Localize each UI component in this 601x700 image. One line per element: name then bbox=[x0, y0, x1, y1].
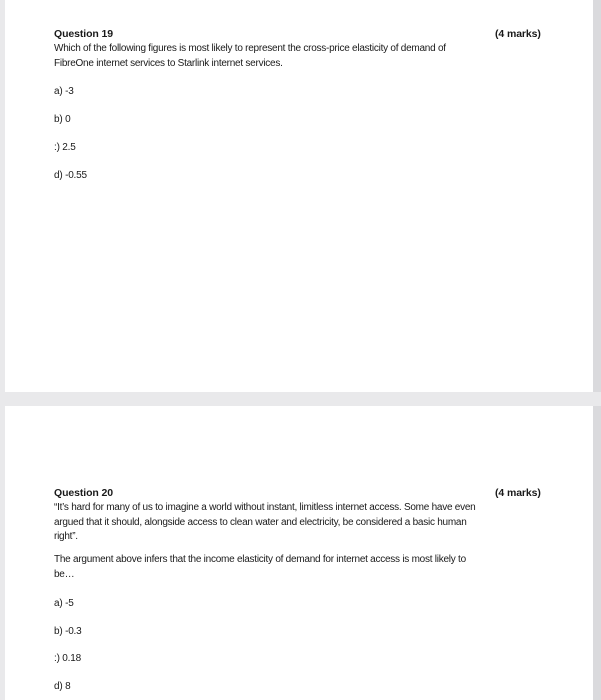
document-page-2 bbox=[5, 406, 593, 700]
question-20-option-d: d) 8 bbox=[54, 681, 71, 692]
question-19-option-b: b) 0 bbox=[54, 114, 71, 125]
question-19-marks: (4 marks) bbox=[495, 28, 541, 40]
page-edge bbox=[593, 406, 601, 700]
question-20-marks: (4 marks) bbox=[495, 487, 541, 499]
document-page-1 bbox=[5, 0, 593, 392]
question-19-option-a: a) -3 bbox=[54, 86, 74, 97]
question-20-quote: “It’s hard for many of us to imagine a world without instant, limitless internet access. Some have even argued that it should, alongside access to clean water and electricity, be considered a basic human right”. bbox=[54, 502, 476, 542]
page-edge bbox=[593, 0, 601, 392]
question-20-text: The argument above infers that the income elasticity of demand for internet access is most likely to be… bbox=[54, 554, 466, 580]
question-20-option-c: :) 0.18 bbox=[54, 653, 81, 664]
question-20-title: Question 20 bbox=[54, 487, 113, 499]
question-19-option-c: :) 2.5 bbox=[54, 142, 76, 153]
question-20-option-b: b) -0.3 bbox=[54, 626, 82, 637]
question-19-option-d: d) -0.55 bbox=[54, 170, 87, 181]
question-19-text: Which of the following figures is most likely to represent the cross-price elasticity of demand of FibreOne internet services to Starlink internet services. bbox=[54, 43, 446, 69]
question-19-title: Question 19 bbox=[54, 28, 113, 40]
question-20-option-a: a) -5 bbox=[54, 598, 74, 609]
